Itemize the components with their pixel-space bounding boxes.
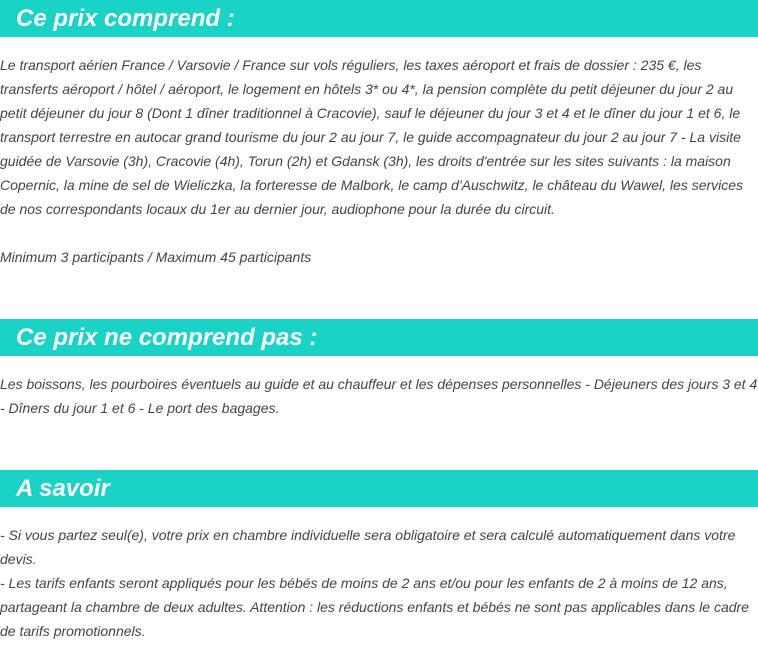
section-title-not-included: Ce prix ne comprend pas :: [16, 324, 318, 351]
info-line-solo: - Si vous partez seul(e), votre prix en chambre individuelle sera obligatoire et sera calculé automatiquement dans votre devis.: [0, 527, 736, 567]
section-title-info: A savoir: [16, 475, 110, 502]
not-included-description: Les boissons, les pourboires éventuels au guide et au chauffeur et les dépenses personnelles - Déjeuners des jours 3 et 4 - Dîners du jour 1 et 6 - Le port des bagages.: [0, 376, 758, 416]
info-description: [0, 523, 758, 643]
participants-note: Minimum 3 participants / Maximum 45 participants: [0, 249, 312, 265]
section-title-included: Ce prix comprend :: [16, 5, 235, 32]
included-description: Le transport aérien France / Varsovie / France sur vols réguliers, les taxes aéroport et frais de dossier : 235 €, les transferts aéroport / hôtel / aéroport, le logement en hôtels 3* ou 4*, la pension complète du petit déjeuner du jour 2 au petit déjeuner du jour 8 (Dont 1 dîner traditionnel à Cracovie), sauf le déjeuner du jour 3 et 4 et le dîner du jour 1 et 6, le transport terrestre en autocar grand tourisme du jour 2 au jour 7, le guide accompagnateur du jour 2 au jour 7 - La visite guidée de Varsovie (3h), Cracovie (4h), Torun (2h) et Gdansk (3h), les droits d'entrée sur les sites suivants : la maison Copernic, la mine de sel de Wieliczka, la forteresse de Malbork, le camp d'Auschwitz, le château du Wawel, les services de nos correspondants locaux du 1er au dernier jour, audiophone pour la durée du circuit.: [0, 57, 744, 217]
info-line-children: - Les tarifs enfants seront appliqués pour les bébés de moins de 2 ans et/ou pour les enfants de 2 à moins de 12 ans, partageant la chambre de deux adultes. Attention : les réductions enfants et bébés ne sont pas applicables dans le cadre de tarifs promotionnels.: [0, 575, 749, 639]
section-header-info: [0, 470, 758, 507]
section-header-included: [0, 0, 758, 37]
section-header-not-included: [0, 319, 758, 356]
